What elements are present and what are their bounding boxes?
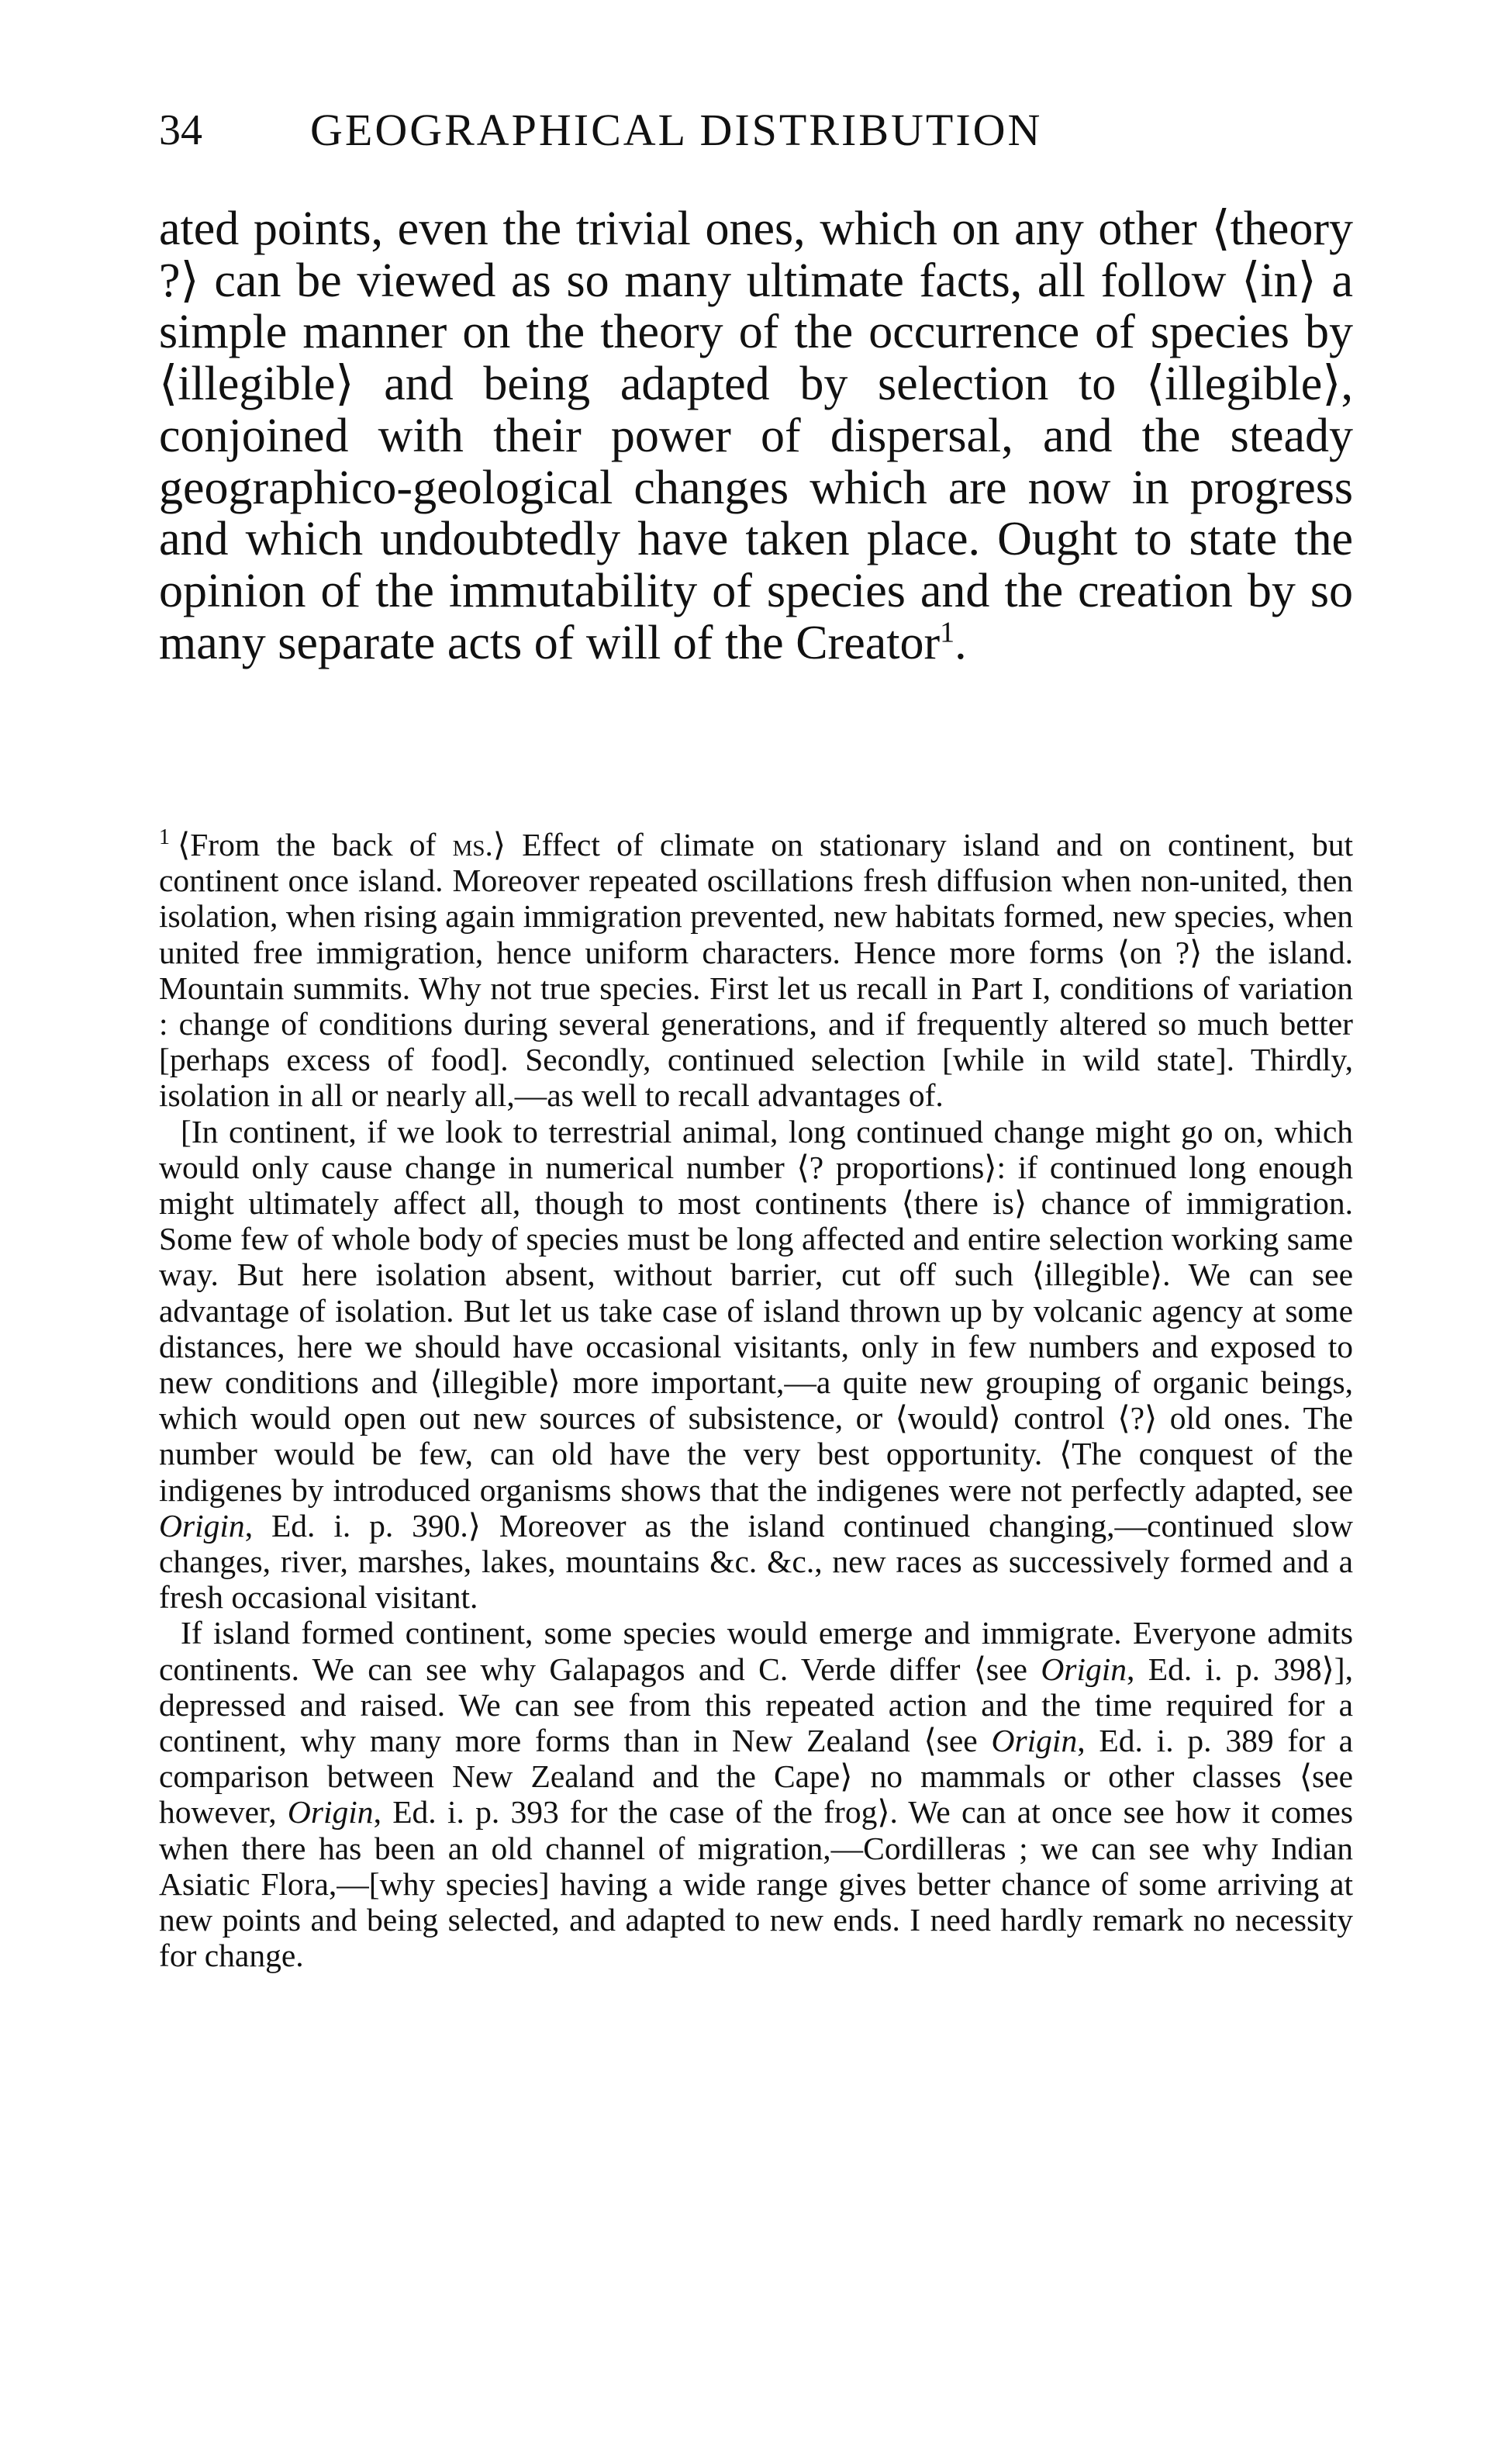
footnote-p2-b: , Ed. i. p. 390.⟩ Moreover as the island continued changing,—continued slow changes, river, marshes, lakes, mountains &c. &c., new races as successively formed and a fresh occasional visitant. <box>159 1507 1353 1616</box>
footnote-p3-a: If island formed continent, some species would emerge and immigrate. Everyone admits continents. We can see why Galapagos and C. Verde differ ⟨see <box>159 1615 1353 1687</box>
main-end-punct: . <box>954 616 967 669</box>
footnote-paragraph-1 <box>159 827 1353 1114</box>
main-paragraph <box>159 203 1353 669</box>
footnote-paragraph-2 <box>159 1114 1353 1616</box>
footnote-p3-c: , Ed. i. p. 389 for a comparison between New Zealand and the Cape⟩ no mammals or other classes ⟨see however, <box>159 1723 1353 1831</box>
footnote-p3-origin-3: Origin <box>287 1794 374 1831</box>
footnote-number: 1 <box>159 825 170 850</box>
footnote-marker: 1 <box>940 615 955 648</box>
page-number: 34 <box>159 106 202 154</box>
footnote-p3-b: , Ed. i. p. 398⟩], depressed and raised. We can see from this repeated action and the time required for a continent, why many more forms than in New Zealand ⟨see <box>159 1651 1354 1759</box>
footnote-paragraph-3 <box>159 1615 1353 1973</box>
running-title: GEOGRAPHICAL DISTRIBUTION <box>310 105 1043 155</box>
footnote-p1-ms: ms. <box>452 827 493 863</box>
footnote-p3-origin-2: Origin <box>991 1723 1078 1759</box>
footnote-p3-origin-1: Origin <box>1041 1651 1127 1687</box>
footnote-p1-a: ⟨From the back of <box>178 827 453 863</box>
footnote-area <box>159 827 1353 1974</box>
footnote-p3-d: , Ed. i. p. 393 for the case of the frog⟩. We can at once see how it comes when there has been an old channel of migration,—Cordilleras ; we can see why Indian Asiatic Flora,—[why species] having a wide range gives better chance of some arriving at new points and being selected, and adapted to new ends. I need hardly remark no necessity for change. <box>159 1794 1353 1974</box>
footnote-p2-origin: Origin <box>159 1507 245 1544</box>
footnote-p1-b: ⟩ Effect of climate on stationary island and on continent, but continent once island. Moreover repeated oscillations fresh diffusion when non-united, then isolation, when rising again immigration prevented, new habitats formed, new species, when united free immigration, hence uniform characters. Hence more forms ⟨on ?⟩ the island. Mountain summits. Why not true species. First let us recall in Part I, conditions of variation : change of conditions during several generations, and if frequently altered so much better [perhaps excess of food]. Secondly, continued selection [while in wild state]. Thirdly, isolation in all or nearly all,—as well to recall advantages of. <box>159 827 1353 1114</box>
footnote-p2-a: [In continent, if we look to terrestrial animal, long continued change might go on, which would only cause change in numerical number ⟨? proportions⟩: if continued long enough might ultimately affect all, though to most continents ⟨there is⟩ chance of immigration. Some few of whole body of species must be long affected and entire selection working same way. But here isolation absent, without barrier, cut off such ⟨illegible⟩. We can see advantage of isolation. But let us take case of island thrown up by volcanic agency at some distances, here we should have occasional visitants, only in few numbers and exposed to new conditions and ⟨illegible⟩ more important,—a quite new grouping of organic beings, which would open out new sources of subsistence, or ⟨would⟩ control ⟨?⟩ old ones. The number would be few, can old have the very best opportunity. ⟨The conquest of the indigenes by introduced organisms shows that the indigenes were not perfectly adapted, see <box>159 1113 1353 1508</box>
main-text: ated points, even the trivial ones, which on any other ⟨theory ?⟩ can be viewed as so many ultimate facts, all follow ⟨in⟩ a simple manner on the theory of the occurrence of species by ⟨illegible⟩ and being adapted by selection to ⟨illegible⟩, conjoined with their power of dispersal, and the steady geographico-geological changes which are now in progress and which undoubtedly have taken place. Ought to state the opinion of the immutability of species and the creation by so many separate acts of will of the Creator <box>159 202 1353 669</box>
page-header <box>159 99 1353 161</box>
